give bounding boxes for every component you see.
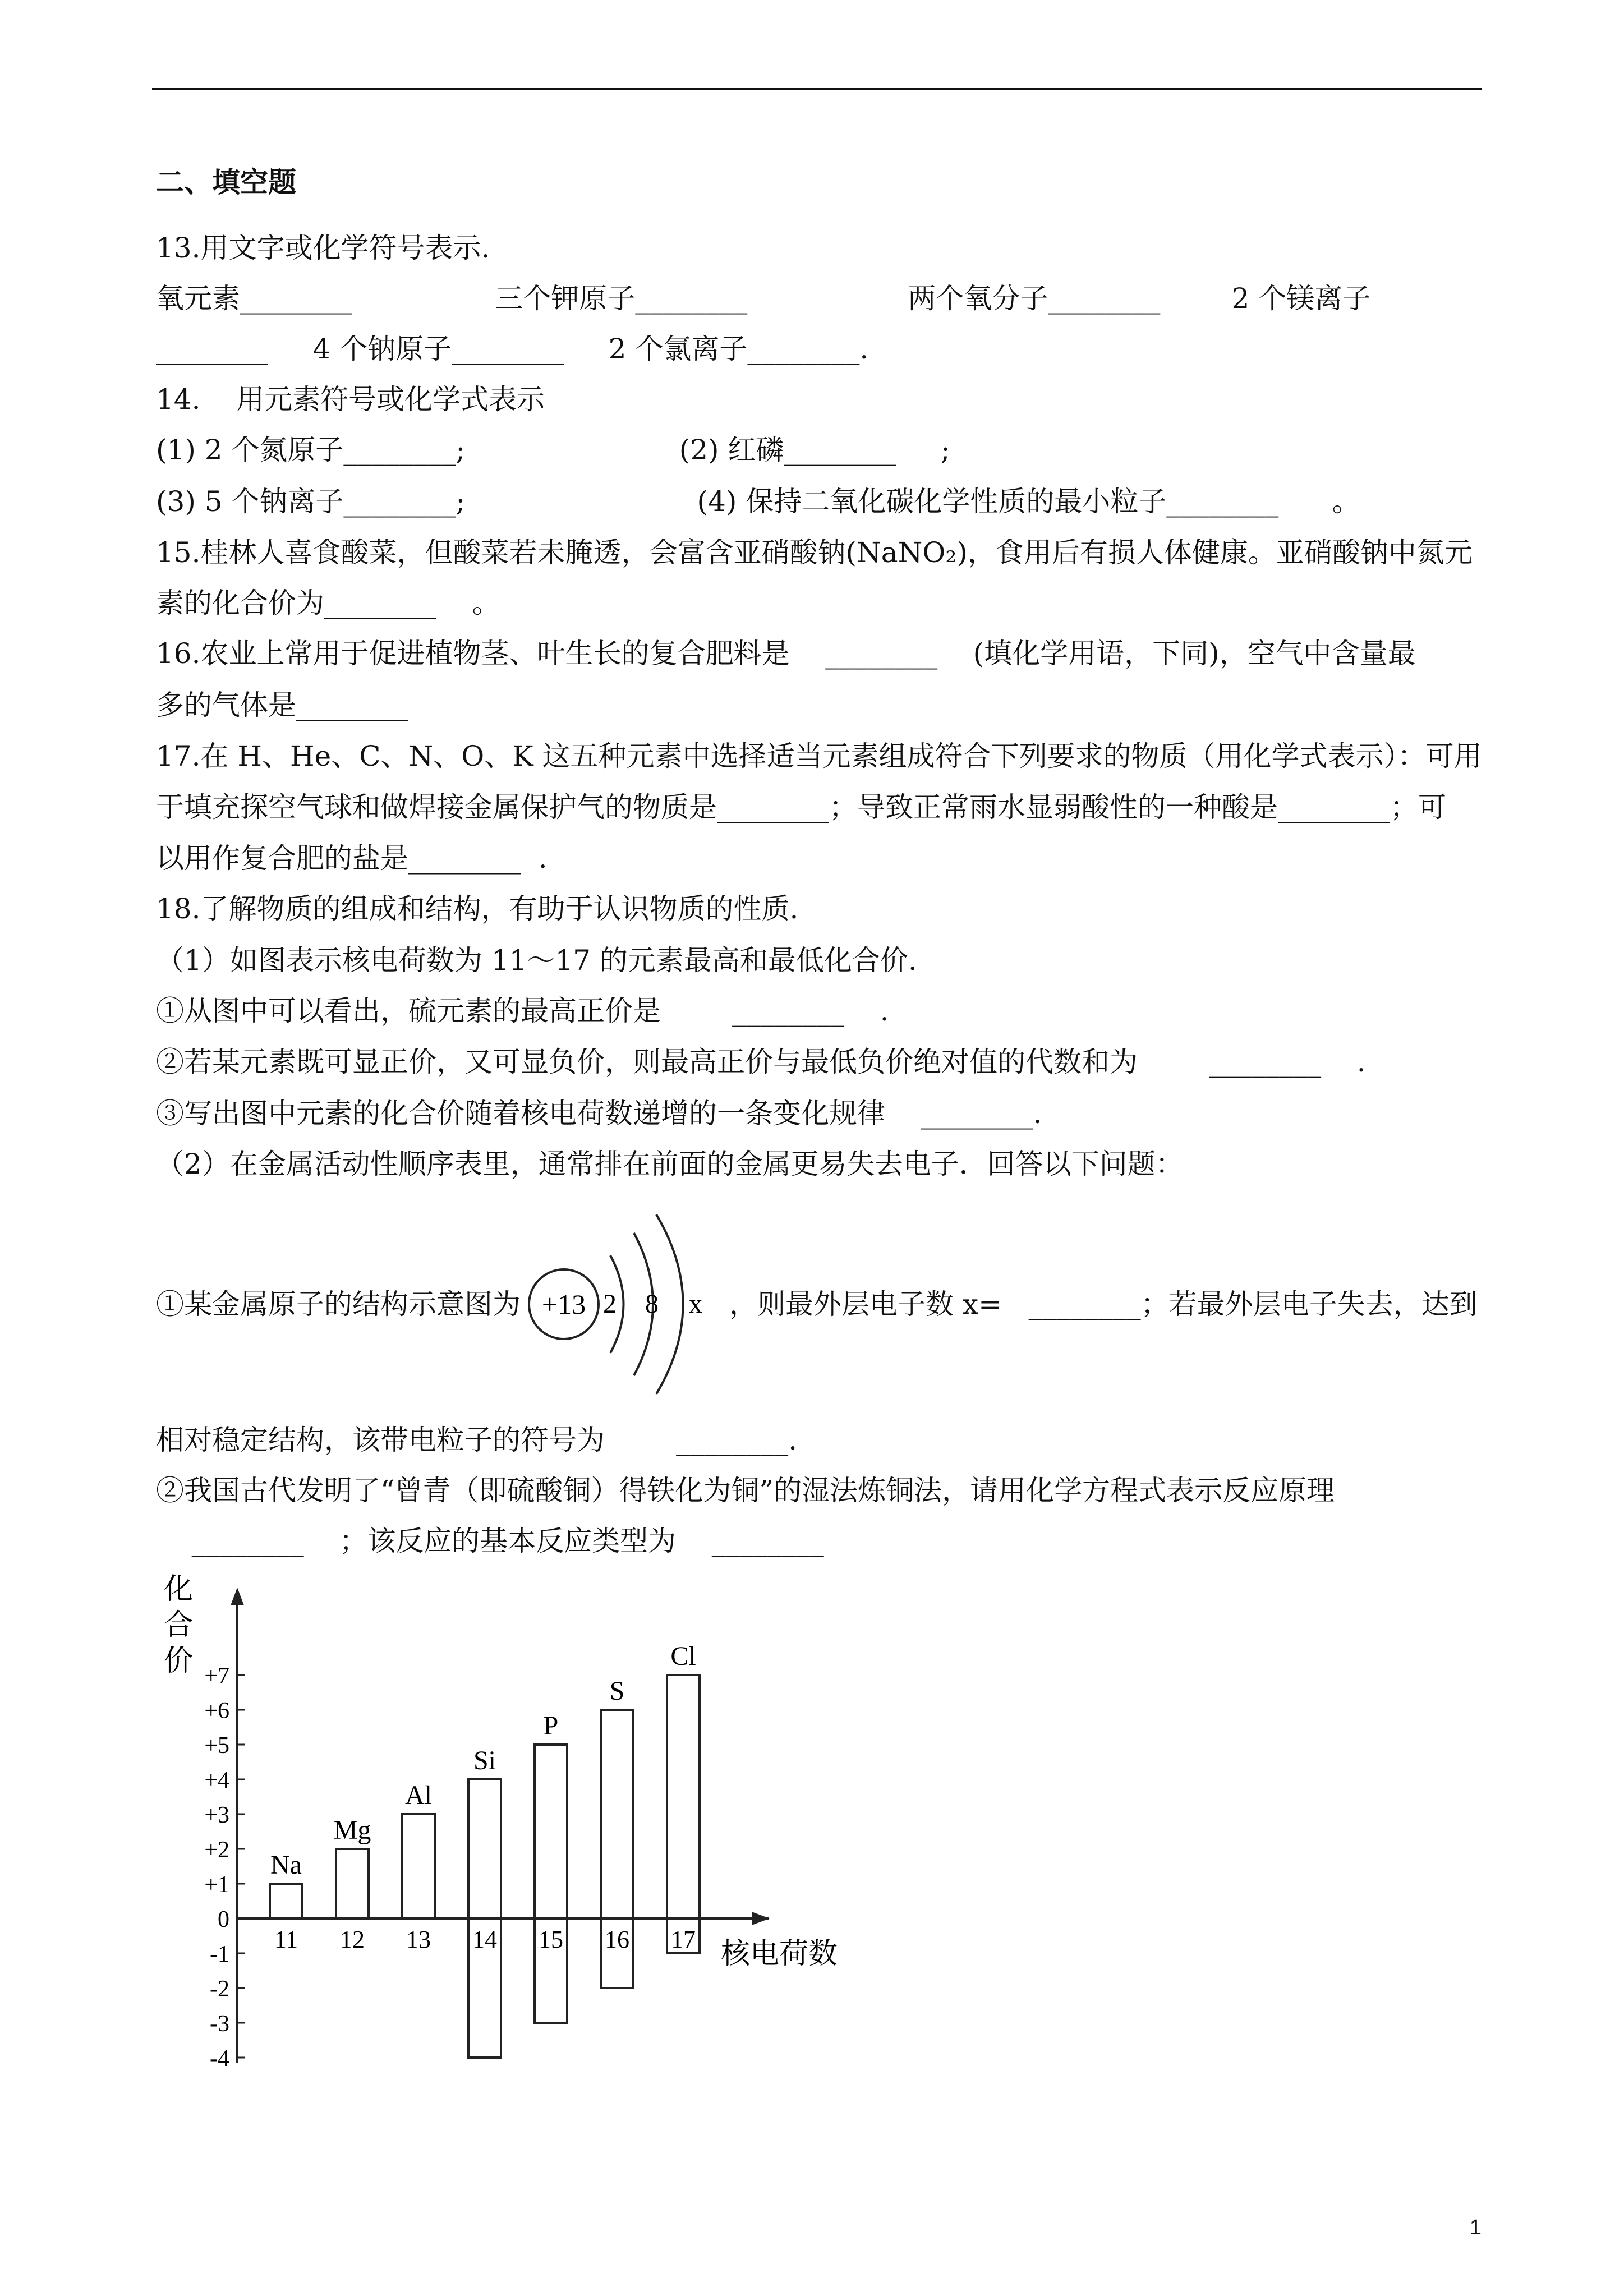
- atom-line-before: ①某金属原子的结构示意图为: [156, 1288, 521, 1320]
- y-axis-arrow: [231, 1588, 244, 1605]
- question-18-item-5: ②我国古代发明了“曾青（即硫酸铜）得铁化为铜”的湿法炼铜法，请用化学方程式表示反应原理: [156, 1474, 1335, 1507]
- y-tick-label: -2: [210, 1976, 229, 2002]
- section-title: 二、填空题: [156, 165, 296, 199]
- y-tick-label: 0: [218, 1907, 229, 1932]
- question-18-item-1: ①从图中可以看出，硫元素的最高正价是 ________ .: [156, 995, 889, 1027]
- atom-shell-2-count: 8: [645, 1289, 659, 1319]
- question-18-item-4: 相对稳定结构，该带电粒子的符号为 ________.: [156, 1424, 798, 1456]
- question-18-part-1: （1）如图表示核电荷数为 11～17 的元素最高和最低化合价.: [156, 944, 917, 977]
- question-14-title: 14. 用元素符号或化学式表示: [156, 383, 545, 416]
- question-17-line-3: 以用作复合肥的盐是________ .: [156, 842, 548, 875]
- x-tick-label: 17: [671, 1926, 696, 1953]
- question-16-line-1: 16.农业上常用于促进植物茎、叶生长的复合肥料是 ________ (填化学用语，下同)，空气中含量最: [156, 637, 1416, 670]
- question-14-line-1: (1) 2 个氮原子________; (2) 红磷________ ;: [156, 434, 950, 466]
- y-axis-label-char: 合: [163, 1609, 194, 1641]
- bar-positive-14: [468, 1779, 501, 1918]
- bar-positive-11: [270, 1884, 302, 1918]
- x-tick-label: 13: [406, 1926, 431, 1953]
- bar-element-label: Na: [270, 1850, 302, 1880]
- y-tick-label: +3: [204, 1802, 229, 1828]
- x-axis-arrow: [752, 1912, 770, 1925]
- question-17-line-2: 于填充探空气球和做焊接金属保护气的物质是________；导致正常雨水显弱酸性的一种酸是________；可: [156, 791, 1446, 823]
- bar-positive-13: [402, 1814, 435, 1918]
- x-tick-label: 15: [539, 1926, 563, 1953]
- question-18-item-6: ________ ；该反应的基本反应类型为 ________: [156, 1525, 824, 1557]
- atom-shell-3-count: x: [689, 1289, 702, 1319]
- question-13-line-1: 氧元素________ 三个钾原子________ 两个氧分子________ 2 个镁离子: [156, 282, 1371, 315]
- question-16-line-2: 多的气体是________: [156, 689, 408, 721]
- y-tick-label: +4: [204, 1768, 229, 1793]
- y-tick-label: -1: [210, 1941, 229, 1967]
- atom-line-after: ，则最外层电子数 x= ________；若最外层电子失去，达到: [729, 1288, 1478, 1320]
- bar-element-label: P: [543, 1711, 559, 1741]
- y-axis-label-char: 化: [163, 1573, 194, 1605]
- atom-nucleus-label: +13: [541, 1289, 586, 1320]
- bar-positive-15: [535, 1745, 567, 1918]
- y-tick-label: +1: [204, 1872, 229, 1898]
- y-tick-label: +5: [204, 1733, 229, 1759]
- question-18-title: 18.了解物质的组成和结构，有助于认识物质的性质.: [156, 892, 799, 925]
- question-14-line-2: (3) 5 个钠离子________; (4) 保持二氧化碳化学性质的最小粒子________ 。: [156, 485, 1360, 518]
- x-tick-label: 12: [340, 1926, 365, 1953]
- y-tick-label: +2: [204, 1837, 229, 1863]
- question-18-item-3: ③写出图中元素的化合价随着核电荷数递增的一条变化规律 ________.: [156, 1097, 1042, 1130]
- question-13-title: 13.用文字或化学符号表示.: [156, 232, 490, 264]
- atom-shell-1-count: 2: [603, 1289, 617, 1319]
- bar-positive-12: [336, 1849, 369, 1918]
- x-tick-label: 14: [472, 1926, 497, 1953]
- bar-element-label: Al: [405, 1780, 432, 1810]
- bar-element-label: Cl: [670, 1641, 696, 1671]
- question-18-item-2: ②若某元素既可显正价，又可显负价，则最高正价与最低负价绝对值的代数和为 ________ .: [156, 1046, 1366, 1078]
- valence-bar-chart: [140, 1565, 869, 2087]
- question-17-line-1: 17.在 H、He、C、N、O、K 这五种元素中选择适当元素组成符合下列要求的物质（用化学式表示）：可用: [156, 740, 1482, 772]
- page-number: 1: [1469, 2216, 1482, 2239]
- header-rule: [152, 88, 1482, 90]
- question-15-line-2: 素的化合价为________ 。: [156, 587, 500, 619]
- y-tick-label: -4: [210, 2046, 229, 2072]
- x-axis-label: 核电荷数: [721, 1938, 838, 1970]
- bar-element-label: Mg: [333, 1815, 371, 1845]
- x-tick-label: 16: [605, 1926, 629, 1953]
- x-tick-label: 11: [274, 1926, 298, 1953]
- y-tick-label: -3: [210, 2011, 229, 2037]
- bar-element-label: S: [609, 1676, 625, 1706]
- y-tick-label: +7: [204, 1663, 229, 1689]
- y-tick-label: +6: [204, 1698, 229, 1724]
- bar-element-label: Si: [473, 1746, 496, 1775]
- bar-positive-17: [667, 1675, 700, 1918]
- question-13-line-2: ________ 4 个钠原子________ 2 个氯离子________.: [156, 333, 869, 365]
- atom-structure-diagram: [522, 1212, 729, 1397]
- atom-shell-arc-3: [656, 1214, 683, 1394]
- question-18-part-2: （2）在金属活动性顺序表里，通常排在前面的金属更易失去电子．回答以下问题：: [156, 1148, 1184, 1180]
- question-15-line-1: 15.桂林人喜食酸菜，但酸菜若未腌透，会富含亚硝酸钠(NaNO₂)，食用后有损人体健康。亚硝酸钠中氮元: [156, 536, 1473, 569]
- bar-positive-16: [601, 1710, 633, 1918]
- y-axis-label-char: 价: [163, 1645, 194, 1677]
